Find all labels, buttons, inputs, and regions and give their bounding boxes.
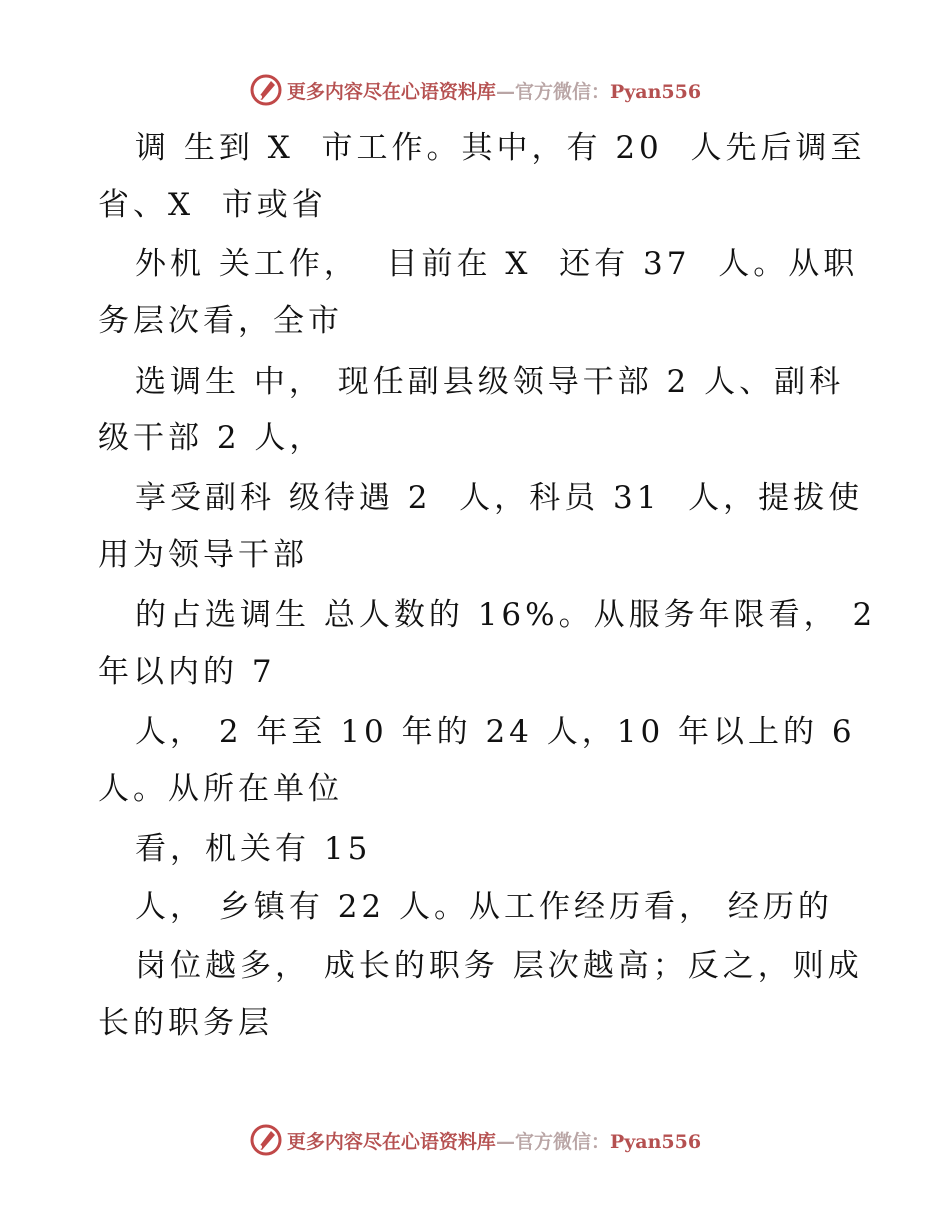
text-line: 外机 关工作， 目前在 X 还有 37 人。从职 (135, 246, 859, 282)
text-line: 务层次看，全市 (98, 303, 343, 339)
banner-brand: 更多内容尽在心语资料库 (286, 1130, 496, 1153)
banner-text (287, 77, 701, 104)
text-line: 看，机关有 15 (135, 831, 372, 867)
text-line: 人， 乡镇有 22 人。从工作经历看， 经历的 (135, 889, 833, 925)
text-line: 岗位越多， 成长的职务 层次越高；反之，则成 (135, 948, 863, 984)
banner-wechat-id: Pyan556 (609, 1130, 702, 1153)
footer-watermark-banner (0, 1120, 950, 1160)
text-line: 人， 2 年至 10 年的 24 人，10 年以上的 6 (135, 714, 856, 750)
header-watermark-banner (0, 70, 950, 110)
text-line: 享受副科 级待遇 2 人，科员 31 人，提拔使 (135, 480, 864, 516)
banner-text (287, 1127, 701, 1154)
text-line: 的占选调生 总人数的 16%。从服务年限看， 2 (135, 597, 877, 633)
text-line: 用为领导干部 (98, 537, 308, 573)
text-line: 级干部 2 人， (98, 420, 325, 456)
text-line: 选调生 中， 现任副县级领导干部 2 人、副科 (135, 364, 845, 400)
text-line: 年以内的 7 (98, 654, 276, 690)
pen-logo-icon (249, 1123, 283, 1157)
banner-brand: 更多内容尽在心语资料库 (286, 80, 496, 103)
text-line: 长的职务层 (98, 1005, 273, 1041)
banner-wechat-id: Pyan556 (609, 80, 702, 103)
banner-wechat-label: 官方微信： (514, 1130, 610, 1153)
banner-dash: — (495, 1130, 515, 1153)
text-line: 省、X 市或省 (98, 187, 327, 223)
banner-wechat-label: 官方微信： (514, 80, 610, 103)
banner-dash: — (495, 80, 515, 103)
text-line: 调 生到 X 市工作。其中，有 20 人先后调至 (135, 130, 866, 166)
text-line: 人。从所在单位 (98, 771, 343, 807)
pen-logo-icon (249, 73, 283, 107)
